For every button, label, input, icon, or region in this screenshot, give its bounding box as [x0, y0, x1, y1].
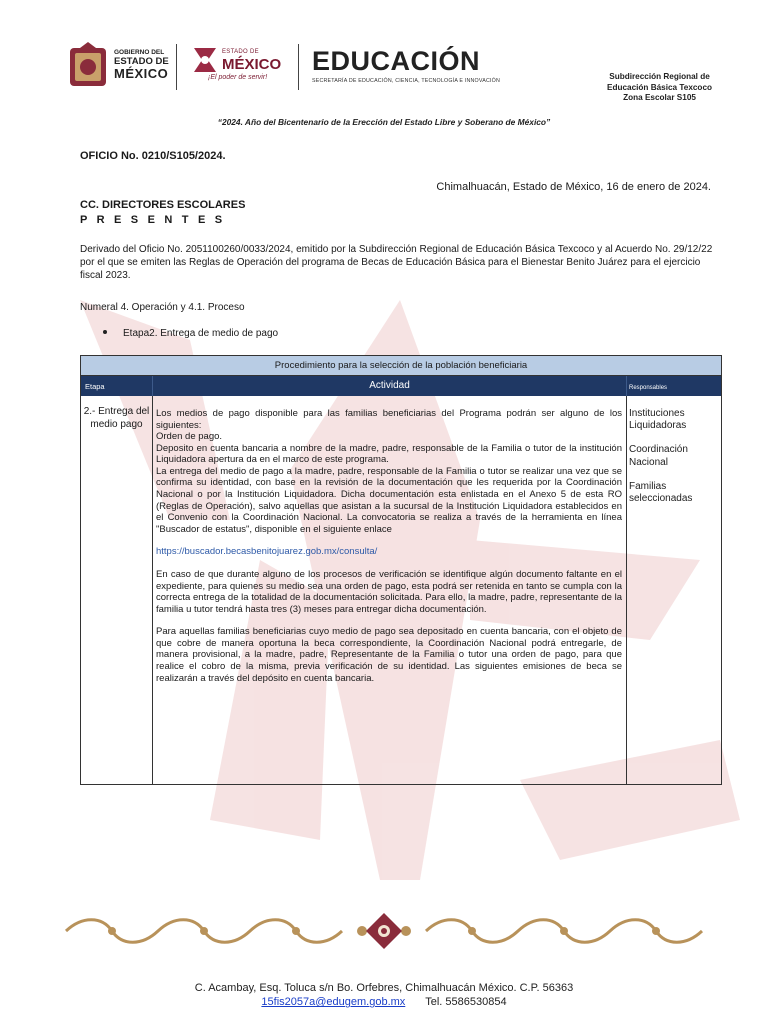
edomex-logo [190, 42, 290, 86]
column-divider [152, 396, 153, 784]
responsable-item: Instituciones Liquidadoras [629, 408, 687, 432]
header-divider-2 [298, 44, 299, 90]
numeral-heading: Numeral 4. Operación y 4.1. Proceso [80, 302, 245, 313]
edomex-small: ESTADO DE [222, 49, 259, 55]
regional-line2: Educación Básica Texcoco [607, 82, 712, 92]
responsables-cell [629, 408, 719, 517]
education-subtitle: SECRETARÍA DE EDUCACIÓN, CIENCIA, TECNOLOGÍA E INNOVACIÓN [312, 78, 500, 84]
intro-paragraph: Derivado del Oficio No. 2051100260/0033/2024, emitido por la Subdirección Regional de Educación Básica Texcoco y al Acuerdo No. 29/12/22 por el que se emiten las Reglas de Operación del programa de Becas de Educación Básica para el Bienestar Benito Juárez para el ejercicio fiscal 2023. [80, 244, 713, 281]
activity-p2: Orden de pago. [156, 431, 223, 443]
oficio-number: OFICIO No. 0210/S105/2024. [80, 150, 226, 162]
footer [0, 981, 768, 1010]
edomex-emblem-icon [190, 44, 220, 74]
activity-p1: Los medios de pago disponible para las familias beneficiarias del Programa podrán ser alguno de los siguientes: [156, 408, 622, 431]
gob-line3: MÉXICO [114, 65, 169, 81]
bullet-icon [103, 330, 107, 334]
state-seal-icon [68, 42, 108, 90]
footer-phone: Tel. 5586530854 [425, 996, 507, 1009]
footer-contact [0, 995, 768, 1009]
header-column-divider [626, 376, 627, 396]
year-motto: “2024. Año del Bicentenario de la Erección del Estado Libre y Soberano de México” [217, 117, 551, 127]
government-logo-text [114, 50, 169, 80]
table-caption: Procedimiento para la selección de la población beneficiaria [81, 356, 721, 376]
column-divider [626, 396, 627, 784]
regional-line1: Subdirección Regional de [609, 72, 710, 81]
gob-line1: GOBIERNO DEL [114, 49, 165, 56]
footer-address: C. Acambay, Esq. Toluca s/n Bo. Orfebres, Chimalhuacán México. C.P. 56363 [194, 982, 574, 994]
edomex-slogan: ¡El poder de servir! [208, 74, 268, 81]
etapa-bullet-item [103, 328, 278, 339]
status-search-link[interactable]: https://buscador.becasbenitojuarez.gob.mx/consulta/ [156, 546, 378, 558]
procedure-table [80, 355, 722, 785]
activity-cell [156, 408, 622, 684]
activity-p3: Deposito en cuenta bancaria a nombre de la madre, padre, responsable de la Familia o tutor de la institución Liquidadora apertura da en el marco de este programa. [156, 442, 622, 466]
activity-p6: Para aquellas familias beneficiarias cuyo medio de pago sea depositado en cuenta bancaria, con el objeto de que cobre de manera oportuna la beca correspondiente, la Coordinación Nacional podrá entregarle, de manera provisional, a la madre, padre, Representante de la Familia o tutor una orden de pago, para que realice el cobro de la misma, previa verificación de su identidad. Las siguientes emisiones de beca se realizarán a través del depósito en cuenta bancaria. [156, 626, 622, 684]
responsable-item: Coordinación Nacional [629, 444, 688, 468]
stage-cell: 2.- Entrega del medio pago [83, 406, 150, 430]
col-header-actividad: Actividad [369, 380, 410, 391]
footer-email-link[interactable]: 15fis2057a@edugem.gob.mx [261, 996, 406, 1009]
edomex-big: MÉXICO [222, 56, 282, 73]
gob-line2: ESTADO DE [114, 55, 169, 67]
regional-line3: Zona Escolar S105 [623, 93, 696, 103]
responsable-item: Familias seleccionadas [629, 480, 693, 504]
etapa-bullet-text: Etapa2. Entrega de medio de pago [123, 328, 279, 339]
education-title: EDUCACIÓN [312, 46, 481, 76]
table-header-row [81, 376, 721, 396]
decorative-ornament-band [62, 912, 706, 950]
activity-p5: En caso de que durante alguno de los procesos de verificación se identifique algún documento faltante en el expediente, para quienes su medio sea una orden de pago, esta podrá ser retenida en tanto se cumpla con la correcta entrega de la totalidad de la documentación solicitada. Para ello, la madre, padre, representante de la familia u tutor tendrá hasta tres (3) meses para entregar dicha documentación. [156, 568, 622, 615]
col-header-responsables: Responsables [629, 385, 668, 391]
activity-p4: La entrega del medio de pago a la madre, padre, responsable de la Familia o tutor se realizar una vez que se confirma su identidad, con base en la revisión de la documentación que les requerida por la Coordinación Nacional o por la Institución Liquidadora. Dicha documentación esta enlistada en el Anexo 5 de esta RO (Reglas de Operación), salvo aquellas que asistan a la sucursal de la Institución Liquidadora establecidos en el Convenio con la Coordinación Nacional. La convocatoria se realiza a través de la herramienta en línea "Buscador de estatus", disponible en el siguiente enlace [156, 465, 622, 535]
addressee-block [80, 198, 245, 228]
header-divider [176, 44, 177, 90]
header-column-divider [152, 376, 153, 396]
presentes: P R E S E N T E S [80, 213, 226, 226]
education-logo [312, 48, 500, 84]
col-header-etapa: Etapa [85, 382, 105, 391]
place-date: Chimalhuacán, Estado de México, 16 de enero de 2024. [436, 181, 711, 193]
addressee: CC. DIRECTORES ESCOLARES [80, 199, 246, 211]
regional-office-block [607, 72, 712, 104]
